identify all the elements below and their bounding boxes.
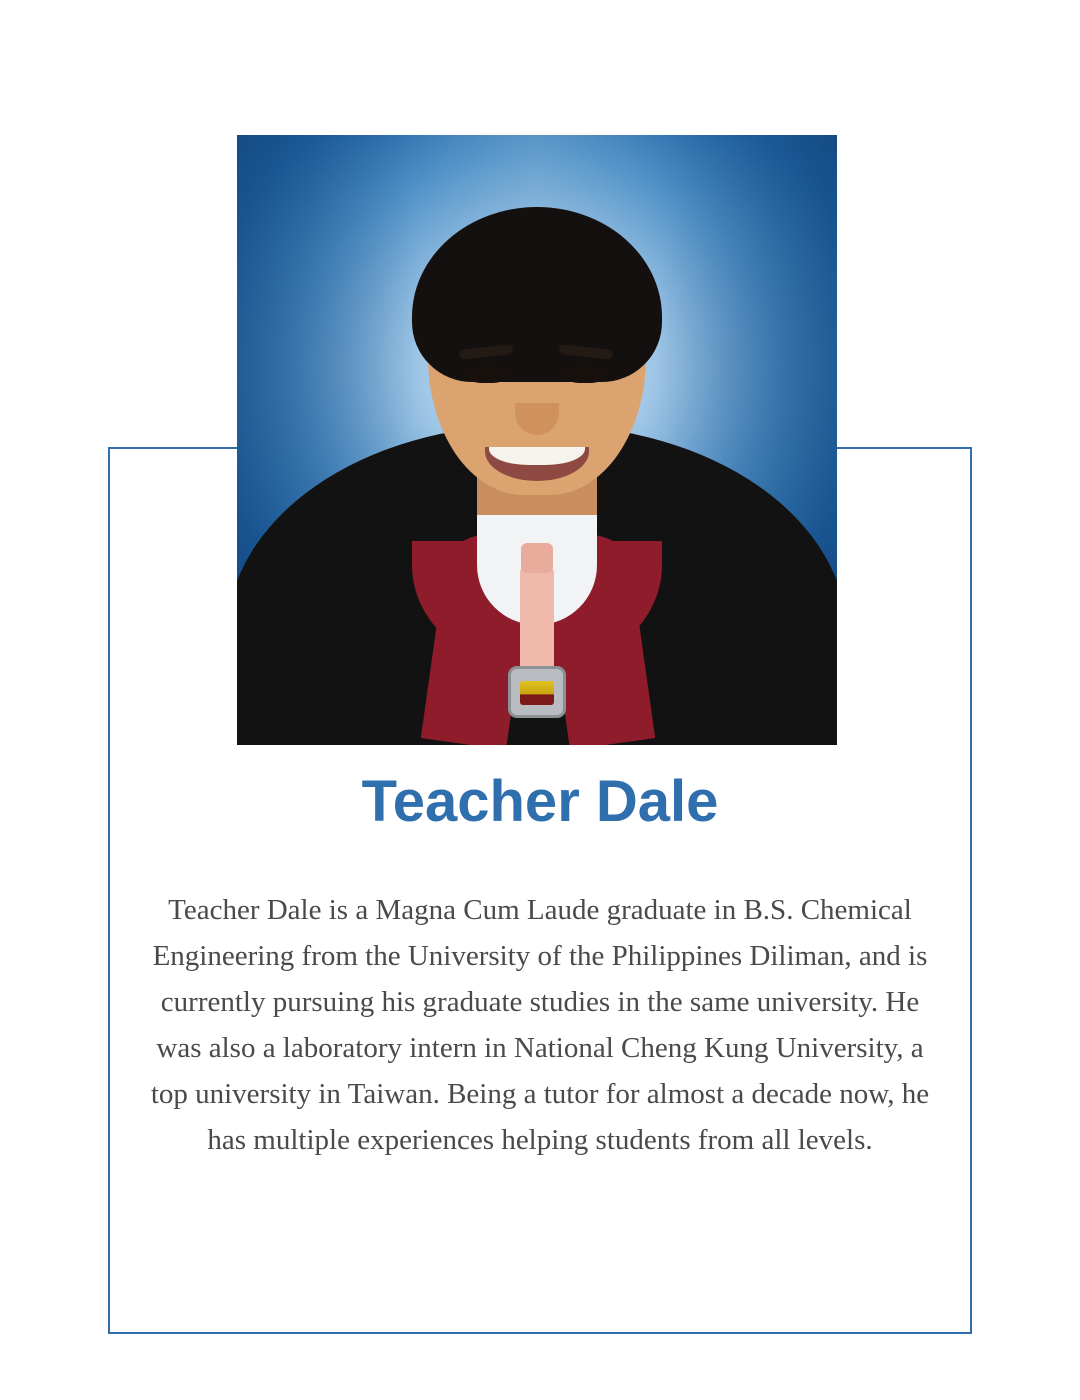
page-title: Teacher Dale xyxy=(361,769,719,834)
medal-icon xyxy=(511,669,563,715)
necktie xyxy=(520,565,554,685)
teeth xyxy=(489,447,585,465)
necktie-knot xyxy=(521,543,553,573)
eye-left xyxy=(465,367,509,383)
medal-emblem xyxy=(520,681,554,705)
bio-paragraph: Teacher Dale is a Magna Cum Laude graduate in B.S. Chemical Engineering from the University of the Philippines Diliman, and is currently pursuing his graduate studies in the same university. He was also a laboratory intern in National Cheng Kung University, a top university in Taiwan. Being a tutor for almost a decade now, he has multiple experiences helping students from all levels. xyxy=(150,894,930,1156)
portrait-photo xyxy=(237,135,837,745)
eye-right xyxy=(563,367,607,383)
